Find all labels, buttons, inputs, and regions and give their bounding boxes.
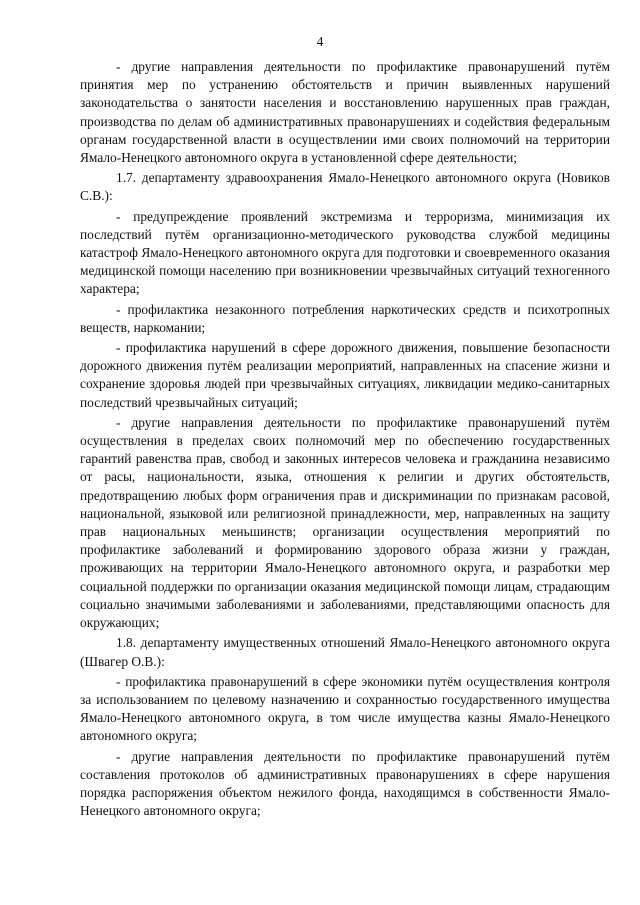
paragraph-property-department: 1.8. департаменту имущественных отношений Ямало-Ненецкого автономного округа (Швагер О.В.):	[80, 635, 610, 669]
paragraph-other-directions-health: - другие направления деятельности по профилактике правонарушений путём осуществления в пределах своих полномочий мер по обеспечению государственных гарантий равенства прав, свобод и законных интересов человека и гражданина независимо от расы, национальности, языка, отношения к религии и других обстоятельств, предотвращению любых форм ограничения прав и дискриминации по признакам расовой, национальной, языковой или религиозной принадлежности, мер, направленных на защиту прав национальных меньшинств; организации осуществления мероприятий по профилактике заболеваний и формированию здорового образа жизни у граждан, проживающих на территории Ямало-Ненецкого автономного округа, и разработки мер социальной поддержки по организации оказания медицинской помощи лицам, страдающим социально значимыми заболеваниями и заболеваниями, представляющими опасность для окружающих;	[80, 414, 610, 631]
paragraph-drug-prevention: - профилактика незаконного потребления наркотических средств и психотропных веществ, наркомании;	[80, 301, 610, 335]
paragraph-extremism-prevention: - предупреждение проявлений экстремизма и терроризма, минимизация их последствий путём организационно-методического руководства службой медицины катастроф Ямало-Ненецкого автономного округа для подготовки и своевременного оказания медицинской помощи населению при возникновении чрезвычайных ситуаций техногенного характера;	[80, 208, 610, 297]
page-number: 4	[316, 34, 324, 49]
paragraph-health-department: 1.7. департаменту здравоохранения Ямало-Ненецкого автономного округа (Новиков С.В.):	[80, 170, 610, 204]
document-body	[80, 58, 610, 820]
paragraph-road-safety: - профилактика нарушений в сфере дорожного движения, повышение безопасности дорожного движения путём реализации мероприятий, направленных на спасение жизни и сохранение здоровья людей при чрезвычайных ситуациях, ликвидации медико-санитарных последствий чрезвычайных ситуаций;	[80, 340, 610, 410]
paragraph-other-directions-employment: - другие направления деятельности по профилактике правонарушений путём принятия мер по устранению обстоятельств и причин выявленных нарушений законодательства о занятости населения и восстановлению нарушенных прав граждан, производства по делам об административных правонарушениях и содействия федеральным органам государственной власти в осуществлении ими своих полномочий на территории Ямало-Ненецкого автономного округа в установленной сфере деятельности;	[80, 59, 610, 166]
paragraph-economic-offenses: - профилактика правонарушений в сфере экономики путём осуществления контроля за использованием по целевому назначению и сохранностью государственного имущества Ямало-Ненецкого автономного округа, в том числе имущества казны Ямало-Ненецкого автономного округа;	[80, 673, 610, 744]
paragraph-other-directions-property: - другие направления деятельности по профилактике правонарушений путём составления протоколов об административных правонарушениях в сфере нарушения порядка распоряжения объектом нежилого фонда, находящимся в собственности Ямало-Ненецкого автономного округа;	[80, 748, 610, 819]
